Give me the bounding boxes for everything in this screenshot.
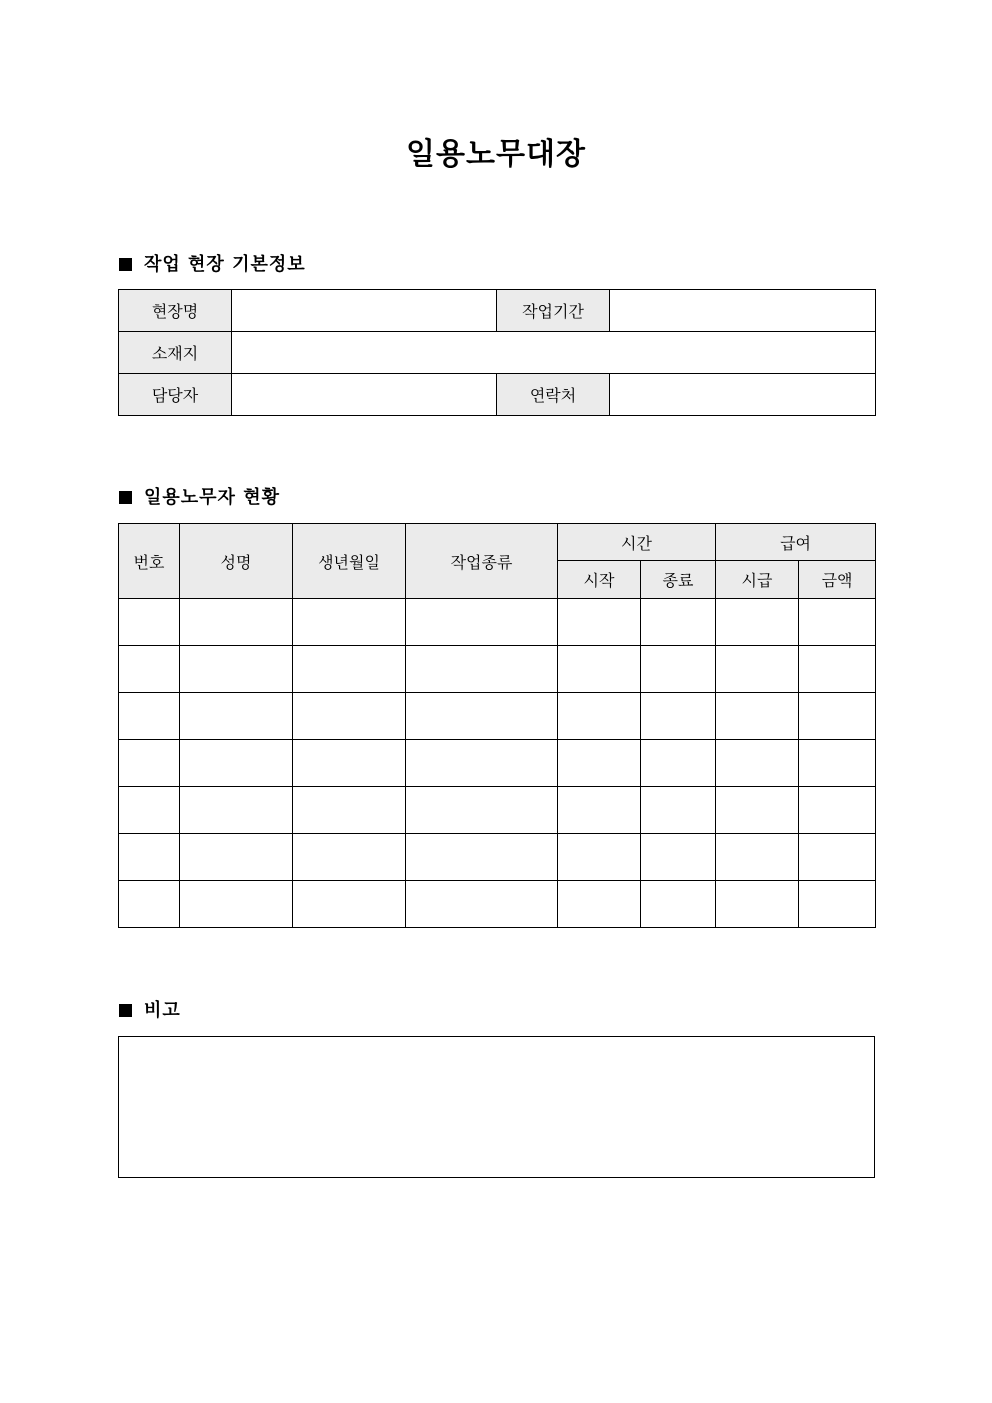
hourly-wage-cell[interactable] [716,599,799,646]
header-amount: 금액 [799,561,876,599]
location-field[interactable] [232,332,876,374]
work-type-cell[interactable] [406,740,558,787]
table-row [119,332,876,374]
hourly-wage-cell[interactable] [716,740,799,787]
contact-label: 연락처 [497,374,610,416]
section-heading-label: 일용노무자 현황 [144,487,280,508]
remarks-field[interactable] [118,1036,875,1178]
site-name-field[interactable] [232,290,497,332]
name-cell[interactable] [180,646,293,693]
work-period-field[interactable] [610,290,876,332]
amount-cell[interactable] [799,881,876,928]
birth-date-cell[interactable] [293,599,406,646]
table-row [119,881,876,928]
section-heading-label: 작업 현장 기본정보 [144,254,306,275]
amount-cell[interactable] [799,787,876,834]
hourly-wage-cell[interactable] [716,834,799,881]
amount-cell[interactable] [799,646,876,693]
manager-field[interactable] [232,374,497,416]
table-row [119,740,876,787]
number-cell[interactable] [119,693,180,740]
header-hourly-wage: 시급 [716,561,799,599]
table-row [119,374,876,416]
start-cell[interactable] [558,834,641,881]
header-work-type: 작업종류 [406,524,558,599]
name-cell[interactable] [180,693,293,740]
name-cell[interactable] [180,787,293,834]
birth-date-cell[interactable] [293,787,406,834]
header-name: 성명 [180,524,293,599]
table-row [119,599,876,646]
header-start: 시작 [558,561,641,599]
end-cell[interactable] [641,787,716,834]
end-cell[interactable] [641,834,716,881]
amount-cell[interactable] [799,599,876,646]
birth-date-cell[interactable] [293,646,406,693]
header-number: 번호 [119,524,180,599]
manager-label: 담당자 [119,374,232,416]
hourly-wage-cell[interactable] [716,693,799,740]
start-cell[interactable] [558,646,641,693]
square-bullet-icon [119,491,132,504]
start-cell[interactable] [558,599,641,646]
section-heading-remarks [119,999,181,1023]
hourly-wage-cell[interactable] [716,787,799,834]
hourly-wage-cell[interactable] [716,646,799,693]
number-cell[interactable] [119,881,180,928]
name-cell[interactable] [180,740,293,787]
number-cell[interactable] [119,834,180,881]
table-row [119,290,876,332]
table-row [119,646,876,693]
header-end: 종료 [641,561,716,599]
header-birth-date: 생년월일 [293,524,406,599]
work-period-label: 작업기간 [497,290,610,332]
location-label: 소재지 [119,332,232,374]
start-cell[interactable] [558,740,641,787]
hourly-wage-cell[interactable] [716,881,799,928]
start-cell[interactable] [558,693,641,740]
work-type-cell[interactable] [406,646,558,693]
header-time: 시간 [558,524,716,561]
end-cell[interactable] [641,693,716,740]
amount-cell[interactable] [799,740,876,787]
section-heading-label: 비고 [144,1000,181,1021]
work-type-cell[interactable] [406,599,558,646]
table-row [119,834,876,881]
amount-cell[interactable] [799,693,876,740]
header-pay: 급여 [716,524,876,561]
site-info-table [118,289,876,416]
work-type-cell[interactable] [406,693,558,740]
number-cell[interactable] [119,787,180,834]
contact-field[interactable] [610,374,876,416]
workers-table-body [119,599,876,928]
number-cell[interactable] [119,599,180,646]
page-title: 일용노무대장 [406,137,586,172]
section-heading-workers [119,486,280,510]
birth-date-cell[interactable] [293,740,406,787]
table-header-row [119,524,876,561]
birth-date-cell[interactable] [293,693,406,740]
start-cell[interactable] [558,881,641,928]
square-bullet-icon [119,258,132,271]
site-name-label: 현장명 [119,290,232,332]
name-cell[interactable] [180,834,293,881]
work-type-cell[interactable] [406,787,558,834]
end-cell[interactable] [641,646,716,693]
number-cell[interactable] [119,646,180,693]
name-cell[interactable] [180,599,293,646]
end-cell[interactable] [641,740,716,787]
square-bullet-icon [119,1004,132,1017]
section-heading-site-info [119,253,306,277]
workers-table [118,523,876,928]
end-cell[interactable] [641,881,716,928]
number-cell[interactable] [119,740,180,787]
name-cell[interactable] [180,881,293,928]
birth-date-cell[interactable] [293,834,406,881]
table-row [119,693,876,740]
work-type-cell[interactable] [406,834,558,881]
birth-date-cell[interactable] [293,881,406,928]
start-cell[interactable] [558,787,641,834]
table-row [119,787,876,834]
amount-cell[interactable] [799,834,876,881]
end-cell[interactable] [641,599,716,646]
work-type-cell[interactable] [406,881,558,928]
